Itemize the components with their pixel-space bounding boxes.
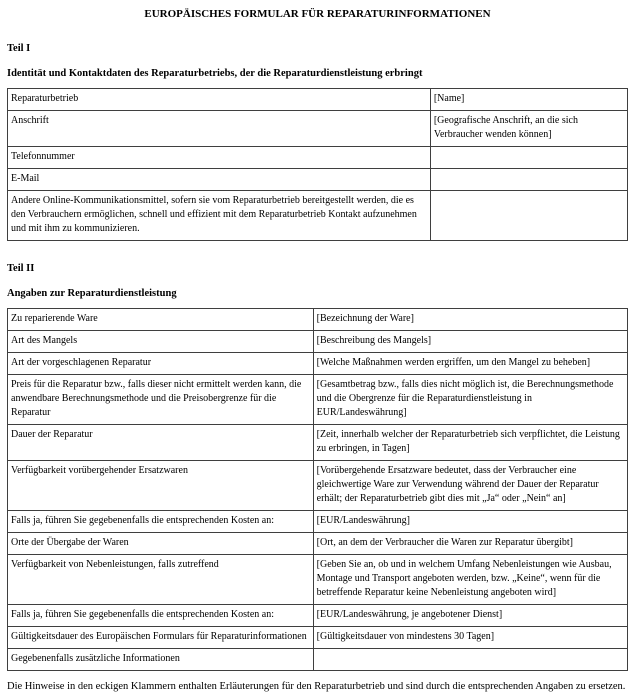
row-label: Art des Mangels <box>8 331 314 353</box>
row-value: [Bezeichnung der Ware] <box>313 309 627 331</box>
row-value: [EUR/Landeswährung] <box>313 511 627 533</box>
row-label: Falls ja, führen Sie gegebenenfalls die entsprechenden Kosten an: <box>8 511 314 533</box>
part1-table <box>7 88 628 241</box>
part2-heading: Angaben zur Reparaturdienstleistung <box>7 288 177 299</box>
row-value: [Vorübergehende Ersatzware bedeutet, dass der Verbraucher eine gleichwertige Ware zur Verwendung während der Dauer der Reparatur erhält; der Reparaturbetrieb gibt dies mit „Ja“ oder „Nein“ an] <box>313 461 627 511</box>
table-row <box>8 331 628 353</box>
table-row <box>8 511 628 533</box>
row-value: [EUR/Landeswährung, je angebotener Dienst] <box>313 605 627 627</box>
row-label: Gegebenenfalls zusätzliche Informationen <box>8 649 314 671</box>
table-row <box>8 89 628 111</box>
table-row <box>8 649 628 671</box>
row-label: Dauer der Reparatur <box>8 425 314 461</box>
table-row <box>8 169 628 191</box>
row-label: Verfügbarkeit vorübergehender Ersatzwaren <box>8 461 314 511</box>
part1-heading: Identität und Kontaktdaten des Reparaturbetriebs, der die Reparaturdienstleistung erbringt <box>7 68 423 79</box>
part2-table <box>7 308 628 671</box>
bracket-explanation-note: Die Hinweise in den eckigen Klammern enthalten Erläuterungen für den Reparaturbetrieb und sind durch die entsprechenden Angaben zu ersetzen. <box>7 681 626 692</box>
table-row <box>8 309 628 331</box>
row-label: Preis für die Reparatur bzw., falls dieser nicht ermittelt werden kann, die anwendbare Berechnungsmethode und die Preisobergrenze für die Reparatur <box>8 375 314 425</box>
row-value: [Geografische Anschrift, an die sich Verbraucher wenden können] <box>430 111 627 147</box>
row-value <box>430 169 627 191</box>
table-row <box>8 147 628 169</box>
table-row <box>8 627 628 649</box>
table-row <box>8 375 628 425</box>
row-label: Verfügbarkeit von Nebenleistungen, falls zutreffend <box>8 555 314 605</box>
table-row <box>8 191 628 241</box>
row-value: [Geben Sie an, ob und in welchem Umfang Nebenleistungen wie Ausbau, Montage und Transport angeboten werden, bzw. „Keine“, wenn für die betreffende Reparatur keine Nebenleistung angeboten wird] <box>313 555 627 605</box>
part1-label: Teil I <box>7 43 31 54</box>
row-value: [Name] <box>430 89 627 111</box>
row-value <box>430 147 627 169</box>
row-label: Telefonnummer <box>8 147 431 169</box>
row-value <box>430 191 627 241</box>
row-label: Art der vorgeschlagenen Reparatur <box>8 353 314 375</box>
row-value: [Ort, an dem der Verbraucher die Waren zur Reparatur übergibt] <box>313 533 627 555</box>
row-value: [Gesamtbetrag bzw., falls dies nicht möglich ist, die Berechnungsmethode und die Obergrenze für die Reparaturdienstleistung in EUR/Landeswährung] <box>313 375 627 425</box>
table-row <box>8 461 628 511</box>
row-label: Orte der Übergabe der Waren <box>8 533 314 555</box>
part2-label: Teil II <box>7 263 35 274</box>
row-label: Gültigkeitsdauer des Europäischen Formulars für Reparaturinformationen <box>8 627 314 649</box>
row-label: Andere Online-Kommunikationsmittel, sofern sie vom Reparaturbetrieb bereitgestellt werden, die es den Verbrauchern ermöglichen, schnell und effizient mit dem Reparaturbetrieb Kontakt aufzunehmen und mit ihm zu kommunizieren. <box>8 191 431 241</box>
table-row <box>8 353 628 375</box>
row-value: [Welche Maßnahmen werden ergriffen, um den Mangel zu beheben] <box>313 353 627 375</box>
row-value <box>313 649 627 671</box>
row-label: Falls ja, führen Sie gegebenenfalls die entsprechenden Kosten an: <box>8 605 314 627</box>
row-label: Zu reparierende Ware <box>8 309 314 331</box>
row-label: E-Mail <box>8 169 431 191</box>
row-label: Anschrift <box>8 111 431 147</box>
row-label: Reparaturbetrieb <box>8 89 431 111</box>
table-row <box>8 425 628 461</box>
row-value: [Zeit, innerhalb welcher der Reparaturbetrieb sich verpflichtet, die Leistung zu erbringen, in Tagen] <box>313 425 627 461</box>
table-row <box>8 605 628 627</box>
table-row <box>8 533 628 555</box>
page-title: EUROPÄISCHES FORMULAR FÜR REPARATURINFORMATIONEN <box>144 8 491 20</box>
row-value: [Beschreibung des Mangels] <box>313 331 627 353</box>
row-value: [Gültigkeitsdauer von mindestens 30 Tagen] <box>313 627 627 649</box>
table-row <box>8 555 628 605</box>
table-row <box>8 111 628 147</box>
